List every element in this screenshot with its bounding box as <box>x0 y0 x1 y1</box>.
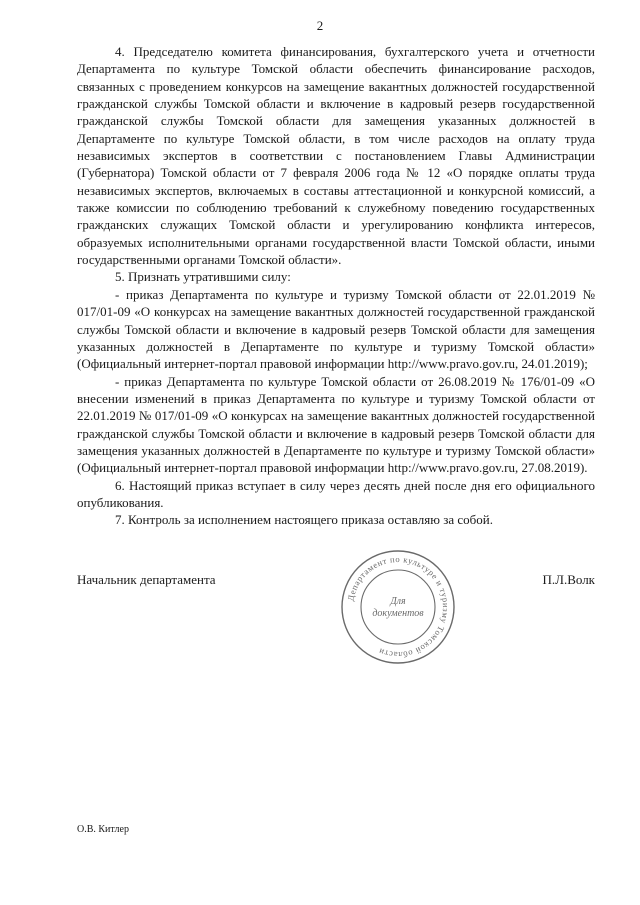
paragraph-6-effective-date: 6. Настоящий приказ вступает в силу через десять дней после дня его официального опубликования. <box>77 477 595 510</box>
signature-block <box>77 572 595 592</box>
stamp-inner-ring <box>361 570 435 644</box>
repealed-order-2: - приказ Департамента по культуре Томской области от 26.08.2019 № 176/01-09 «О внесении изменений в приказ Департамента по культуре и туризму Томской области от 22.01.2019 № 017/01-09 «О конкурсах на замещение вакантных должностей государственной гражданской службы Томской области и включение в кадровый резерв Томской области для замещения указанных должностей в Департаменте по культуре и туризму Томской области» (Официальный интернет-портал правовой информации http://www.pravo.gov.ru, 27.08.2019). <box>77 373 595 476</box>
stamp-outer-ring <box>342 551 454 663</box>
seal-stamp-graphic <box>339 548 457 666</box>
repealed-order-1: - приказ Департамента по культуре и туризму Томской области от 22.01.2019 № 017/01-09 «О конкурсах на замещение вакантных должностей государственной гражданской службы Томской области и включение в кадровый резерв Томской области для замещения указанных должностей в Департаменте по культуре и туризму Томской области» (Официальный интернет-портал правовой информации http://www.pravo.gov.ru, 24.01.2019); <box>77 286 595 372</box>
paragraph-7-control: 7. Контроль за исполнением настоящего приказа оставляю за собой. <box>115 512 493 528</box>
stamp-ring-text: Департамент по культуре и туризму Томской области <box>345 553 452 661</box>
signatory-title: Начальник департамента <box>77 572 216 587</box>
page-number: 2 <box>316 18 324 33</box>
signatory-name: П.Л.Волк <box>542 572 595 587</box>
paragraph-5-repeal: 5. Признать утратившими силу: <box>115 269 291 285</box>
stamp-center-line-2: документов <box>372 608 424 619</box>
seal-stamp <box>339 548 457 666</box>
paragraph-4-financing: 4. Председателю комитета финансирования, бухгалтерского учета и отчетности Департамента по культуре Томской области обеспечить финансирование расходов, связанных с проведением конкурсов на замещение вакантных должностей государственной гражданской службы Томской области и включение в кадровый резерв государственной гражданской службы Томской области для замещения указанных должностей в Департаменте по культуре Томской области, в том числе расходов на оплату труда независимых экспертов в соответствии с постановлением Главы Администрации (Губернатора) Томской области от 7 февраля 2006 года № 12 «О порядке оплаты труда независимых экспертов, включаемых в составы аттестационной и конкурсной комиссий, а также комиссии по соблюдению требований к служебному поведению государственных гражданских служащих Томской области и урегулированию конфликта интересов, образуемых исполнительными органами государственной власти Томской области, иными государственными органами Томской области». <box>77 44 595 268</box>
stamp-center-line-1: Для <box>390 596 406 607</box>
executor-name: О.В. Китлер <box>77 824 129 835</box>
document-body <box>77 43 595 529</box>
